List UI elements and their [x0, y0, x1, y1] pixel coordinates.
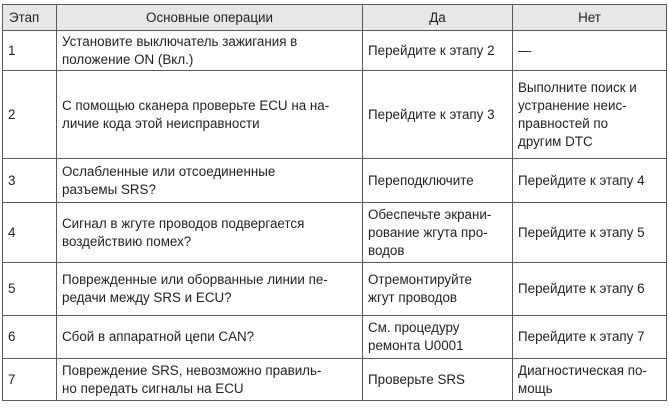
cell-operation: Повреждение SRS, невозможно правиль- но передать сигналы на ECU: [57, 359, 363, 401]
table-row: [3, 263, 667, 316]
cell-step: 6: [3, 316, 57, 359]
cell-yes: Отремонтируйте жгут проводов: [363, 263, 513, 316]
header-step: Этап: [3, 5, 57, 31]
table-row: [3, 159, 667, 203]
header-row: [3, 5, 667, 31]
table-row: [3, 316, 667, 359]
table-row: [3, 71, 667, 159]
cell-yes: Переподключите: [363, 159, 513, 203]
cell-yes: Перейдите к этапу 3: [363, 71, 513, 159]
cell-step: 2: [3, 71, 57, 159]
cell-operation: С помощью сканера проверьте ECU на на- личие кода этой неисправности: [57, 71, 363, 159]
cell-operation: Сбой в аппаратной цепи CAN?: [57, 316, 363, 359]
cell-step: 5: [3, 263, 57, 316]
header-operation: Основные операции: [57, 5, 363, 31]
cell-operation: Сигнал в жгуте проводов подвергается воздействию помех?: [57, 203, 363, 263]
table-row: [3, 359, 667, 401]
cell-no: Перейдите к этапу 4: [513, 159, 667, 203]
cell-step: 1: [3, 31, 57, 71]
cell-step: 7: [3, 359, 57, 401]
cell-no: —: [513, 31, 667, 71]
cell-yes: Проверьте SRS: [363, 359, 513, 401]
cell-yes: Перейдите к этапу 2: [363, 31, 513, 71]
cell-no: Диагностическая по- мощь: [513, 359, 667, 401]
cell-step: 3: [3, 159, 57, 203]
cell-yes: См. процедуру ремонта U0001: [363, 316, 513, 359]
cell-operation: Ослабленные или отсоединенные разъемы SRS?: [57, 159, 363, 203]
header-no: Нет: [513, 5, 667, 31]
table-row: [3, 203, 667, 263]
cell-operation: Установите выключатель зажигания в положение ON (Вкл.): [57, 31, 363, 71]
cell-operation: Поврежденные или оборванные линии пе- редачи между SRS и ECU?: [57, 263, 363, 316]
cell-no: Перейдите к этапу 6: [513, 263, 667, 316]
table-header: [3, 5, 667, 31]
table-body: [3, 31, 667, 401]
cell-no: Выполните поиск и устранение неис- правностей по другим DTC: [513, 71, 667, 159]
diagnostic-table: [2, 4, 667, 401]
header-yes: Да: [363, 5, 513, 31]
cell-step: 4: [3, 203, 57, 263]
cell-no: Перейдите к этапу 7: [513, 316, 667, 359]
cell-yes: Обеспечьте экрани- рование жгута про- водов: [363, 203, 513, 263]
cell-no: Перейдите к этапу 5: [513, 203, 667, 263]
table-row: [3, 31, 667, 71]
